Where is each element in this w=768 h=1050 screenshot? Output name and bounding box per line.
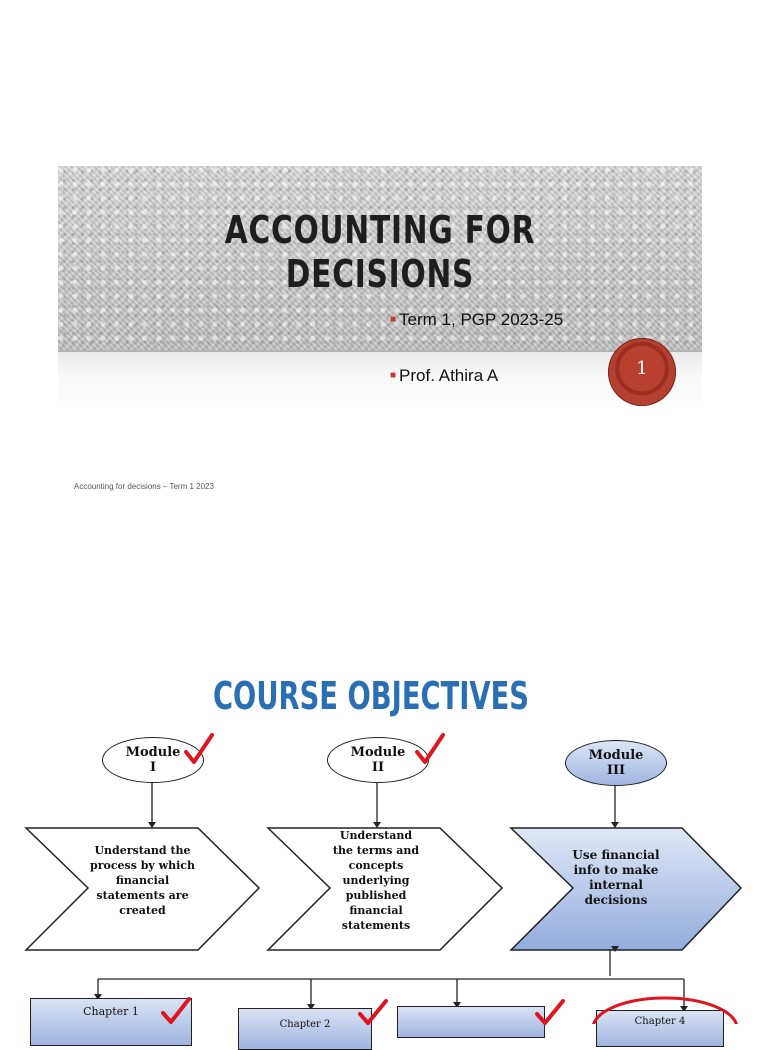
page-number: 1 <box>636 358 648 379</box>
chapter-4-label: Chapter 4 <box>634 1016 686 1027</box>
highlight-circle-icon <box>590 994 740 1024</box>
module-3-label: Module <box>588 748 644 763</box>
chapter-3-box <box>397 1006 545 1038</box>
checkmark-icon <box>183 732 215 766</box>
module-3-ellipse <box>565 740 667 786</box>
checkmark-icon <box>357 998 389 1026</box>
subtitle-term-text: Term 1, PGP 2023-25 <box>399 310 564 329</box>
slide-footer: Accounting for decisions – Term 1 2023 <box>74 482 214 491</box>
checkmark-icon <box>414 732 446 766</box>
slide-title: ACCOUNTING FOR DECISIONS <box>224 208 536 296</box>
module-1-label: Module <box>125 745 181 760</box>
module-1-number: I <box>149 760 157 775</box>
module-3-number: III <box>606 763 626 778</box>
objective-3-text: Use financial info to make internal decisions <box>572 848 660 907</box>
module-2-number: II <box>371 760 385 775</box>
chapter-2-label: Chapter 2 <box>279 1019 331 1030</box>
objective-2-text: Understand the terms and concepts underlying published financial statements <box>332 829 420 932</box>
module-2-label: Module <box>350 745 406 760</box>
arrow-tip-objective-1 <box>148 822 156 828</box>
checkmark-icon <box>534 998 566 1026</box>
bullet-icon: ■ <box>390 314 397 325</box>
subtitle-professor-text: Prof. Athira A <box>399 366 499 385</box>
chapter-1-label: Chapter 1 <box>83 1005 139 1018</box>
chapter-2-box <box>238 1008 372 1050</box>
objective-1-text: Understand the process by which financial statements are created <box>90 844 195 917</box>
course-objectives-title: COURSE OBJECTIVES <box>212 674 530 718</box>
checkmark-icon <box>160 996 192 1026</box>
arrow-tip-objective-3 <box>611 822 619 828</box>
bullet-icon: ■ <box>390 370 397 381</box>
